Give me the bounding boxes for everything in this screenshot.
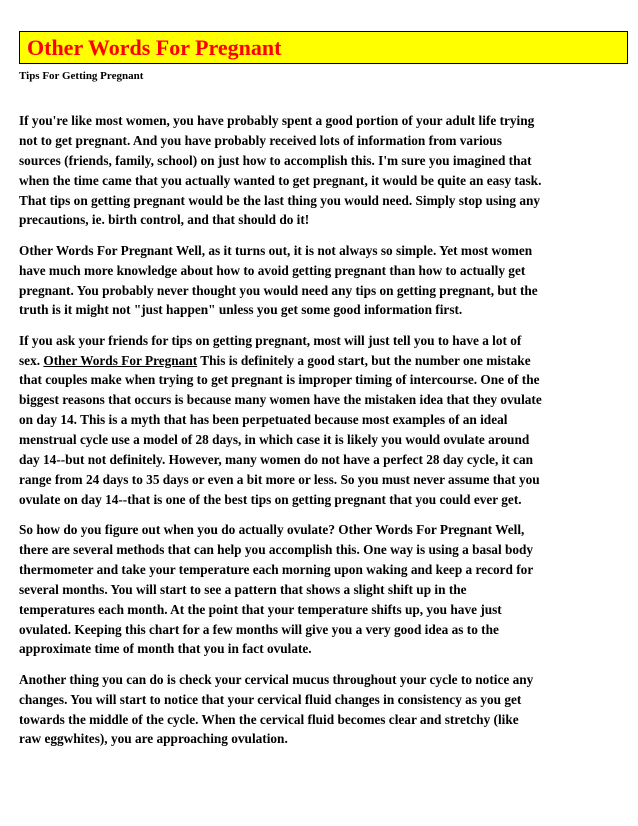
text-line: range from 24 days to 35 days or even a bit more or less. So you must never assume that you [19,471,540,487]
text-line: several months. You will start to see a pattern that shows a slight shift up in the [19,581,467,597]
text-line: thermometer and take your temperature each morning upon waking and keep a record for [19,561,534,577]
text-line: That tips on getting pregnant would be the last thing you would need. Simply stop using any [19,192,541,208]
page-subtitle: Tips For Getting Pregnant [19,70,144,82]
paragraph-gap [19,230,629,240]
paragraph-gap [19,320,629,330]
text-line: there are several methods that can help you accomplish this. One way is using a basal body [19,541,534,557]
page-title: Other Words For Pregnant [27,35,282,60]
text-line: not to get pregnant. And you have probably received lots of information from various [19,132,502,148]
text-line: If you're like most women, you have probably spent a good portion of your adult life trying [19,113,535,128]
text-line: ovulated. Keeping this chart for a few months will give you a very good idea as to the [19,621,499,637]
text-line: when the time came that you actually wanted to get pregnant, it would be quite an easy task. [19,172,542,188]
title-banner [19,31,628,64]
text-fragment: This is definitely a good start, but the number one mistake [197,352,531,368]
article-body [19,111,629,749]
paragraph-1 [19,111,629,230]
text-line-with-link [19,351,629,371]
text-line: approximate time of month that you in fact ovulate. [19,641,312,657]
text-fragment: sex. [19,352,44,368]
text-line: have much more knowledge about how to avoid getting pregnant than how to actually get [19,262,526,278]
text-line: temperatures each month. At the point that your temperature shifts up, you have just [19,601,502,617]
text-line: ovulate on day 14--that is one of the best tips on getting pregnant that you could ever get. [19,491,522,507]
text-line: pregnant. You probably never thought you would need any tips on getting pregnant, but the [19,282,538,298]
text-line: raw eggwhites), you are approaching ovulation. [19,731,288,747]
text-line: towards the middle of the cycle. When the cervical fluid becomes clear and stretchy (like [19,711,519,727]
text-line: truth is it might not "just happen" unless you get some good information first. [19,302,463,318]
text-line: menstrual cycle use a model of 28 days, in which case it is likely you would ovulate around [19,432,530,448]
text-line: Other Words For Pregnant Well, as it turns out, it is not always so simple. Yet most women [19,242,533,258]
text-line: If you ask your friends for tips on getting pregnant, most will just tell you to have a lot of [19,332,522,348]
text-line: changes. You will start to notice that your cervical fluid changes in consistency as you get [19,691,522,707]
text-line: sources (friends, family, school) on just how to accomplish this. I'm sure you imagined that [19,152,532,168]
paragraph-2 [19,241,629,321]
paragraph-gap [19,659,629,669]
text-line: that couples make when trying to get pregnant is improper timing of intercourse. One of the [19,372,540,388]
text-line: biggest reasons that occurs is because many women have the mistaken idea that they ovulate [19,392,542,408]
article-link[interactable]: Other Words For Pregnant [43,352,198,368]
text-line: precautions, ie. birth control, and that should do it! [19,212,310,228]
text-line: Another thing you can do is check your cervical mucus throughout your cycle to notice any [19,671,534,687]
text-line: So how do you figure out when you do actually ovulate? Other Words For Pregnant Well, [19,522,525,538]
paragraph-5 [19,670,629,750]
paragraph-gap [19,510,629,520]
text-line: on day 14. This is a myth that has been perpetuated because most examples of an ideal [19,412,508,428]
text-line: day 14--but not definitely. However, many women do not have a perfect 28 day cycle, it can [19,452,533,468]
paragraph-3 [19,331,629,510]
paragraph-4 [19,520,629,659]
